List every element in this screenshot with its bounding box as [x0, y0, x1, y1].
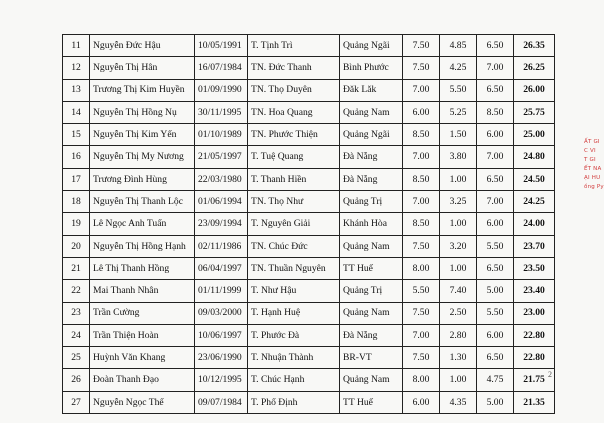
total-score-cell: 26.00: [514, 79, 555, 101]
row-number-cell: 19: [63, 213, 90, 235]
temple-name-cell: TN. Thọ Duyên: [248, 79, 340, 101]
score-3-cell: 6.50: [477, 168, 514, 190]
candidate-name-cell: Nguyễn Ngọc Thể: [90, 391, 195, 413]
temple-name-cell: T. Nguyên Giải: [248, 213, 340, 235]
date-of-birth-cell: 23/06/1990: [195, 347, 248, 369]
province-cell: Bình Phước: [340, 57, 403, 79]
score-3-cell: 5.50: [477, 302, 514, 324]
total-score-cell: 22.80: [514, 347, 555, 369]
score-1-cell: 5.50: [403, 280, 440, 302]
row-number-cell: 24: [63, 324, 90, 346]
row-number-cell: 20: [63, 235, 90, 257]
temple-name-cell: T. Hạnh Huệ: [248, 302, 340, 324]
row-number-cell: 26: [63, 369, 90, 391]
province-cell: Quảng Nam: [340, 302, 403, 324]
score-2-cell: 1.50: [440, 124, 477, 146]
province-cell: Quảng Trị: [340, 280, 403, 302]
candidate-name-cell: Huỳnh Văn Khang: [90, 347, 195, 369]
date-of-birth-cell: 30/11/1995: [195, 101, 248, 123]
score-1-cell: 6.00: [403, 101, 440, 123]
table-row: [63, 124, 555, 146]
score-2-cell: 3.80: [440, 146, 477, 168]
score-1-cell: 7.00: [403, 191, 440, 213]
total-score-cell: 21.35: [514, 391, 555, 413]
results-table: [62, 34, 555, 414]
row-number-cell: 27: [63, 391, 90, 413]
row-number-cell: 18: [63, 191, 90, 213]
score-3-cell: 5.00: [477, 280, 514, 302]
score-2-cell: 1.30: [440, 347, 477, 369]
score-3-cell: 6.00: [477, 324, 514, 346]
candidate-name-cell: Nguyễn Thị Thanh Lộc: [90, 191, 195, 213]
date-of-birth-cell: 09/03/2000: [195, 302, 248, 324]
province-cell: Quảng Nam: [340, 369, 403, 391]
total-score-cell: 24.00: [514, 213, 555, 235]
total-score-cell: 21.75: [514, 369, 555, 391]
total-score-cell: 25.75: [514, 101, 555, 123]
province-cell: Đà Nẵng: [340, 146, 403, 168]
score-1-cell: 7.50: [403, 235, 440, 257]
candidate-name-cell: Nguyễn Đức Hậu: [90, 35, 195, 57]
table-row: [63, 369, 555, 391]
score-2-cell: 3.25: [440, 191, 477, 213]
candidate-name-cell: Trần Cường: [90, 302, 195, 324]
candidate-name-cell: Lê Thị Thanh Hồng: [90, 257, 195, 279]
total-score-cell: 23.00: [514, 302, 555, 324]
score-1-cell: 7.50: [403, 347, 440, 369]
score-2-cell: 4.85: [440, 35, 477, 57]
table-row: [63, 302, 555, 324]
total-score-cell: 23.40: [514, 280, 555, 302]
red-stamp-fragment: [584, 138, 604, 208]
temple-name-cell: TN. Hoa Quang: [248, 101, 340, 123]
date-of-birth-cell: 01/10/1989: [195, 124, 248, 146]
score-3-cell: 6.00: [477, 124, 514, 146]
row-number-cell: 21: [63, 257, 90, 279]
score-3-cell: 6.50: [477, 35, 514, 57]
score-1-cell: 8.00: [403, 257, 440, 279]
temple-name-cell: TN. Thuần Nguyên: [248, 257, 340, 279]
candidate-name-cell: Trần Thiện Hoàn: [90, 324, 195, 346]
score-3-cell: 6.50: [477, 79, 514, 101]
candidate-name-cell: Trương Thị Kim Huyền: [90, 79, 195, 101]
score-3-cell: 7.00: [477, 146, 514, 168]
score-2-cell: 7.40: [440, 280, 477, 302]
score-2-cell: 1.00: [440, 168, 477, 190]
table-row: [63, 280, 555, 302]
table-row: [63, 235, 555, 257]
score-3-cell: 8.50: [477, 101, 514, 123]
table-row: [63, 213, 555, 235]
table-row: [63, 257, 555, 279]
row-number-cell: 11: [63, 35, 90, 57]
total-score-cell: 26.35: [514, 35, 555, 57]
total-score-cell: 24.50: [514, 168, 555, 190]
row-number-cell: 23: [63, 302, 90, 324]
total-score-cell: 23.70: [514, 235, 555, 257]
row-number-cell: 16: [63, 146, 90, 168]
candidate-name-cell: Đoàn Thanh Đạo: [90, 369, 195, 391]
score-2-cell: 5.25: [440, 101, 477, 123]
temple-name-cell: T. Tịnh Trì: [248, 35, 340, 57]
temple-name-cell: T. Tuệ Quang: [248, 146, 340, 168]
score-1-cell: 8.50: [403, 124, 440, 146]
score-3-cell: 6.50: [477, 257, 514, 279]
score-3-cell: 5.00: [477, 391, 514, 413]
stamp-text: ẠI HU: [584, 175, 601, 181]
score-1-cell: 8.50: [403, 168, 440, 190]
score-3-cell: 5.50: [477, 235, 514, 257]
total-score-cell: 25.00: [514, 124, 555, 146]
temple-name-cell: T. Phổ Định: [248, 391, 340, 413]
score-3-cell: 7.00: [477, 191, 514, 213]
province-cell: Đà Nẵng: [340, 168, 403, 190]
province-cell: BR-VT: [340, 347, 403, 369]
total-score-cell: 24.25: [514, 191, 555, 213]
page-number: 2: [548, 370, 552, 379]
temple-name-cell: T. Nhuận Thành: [248, 347, 340, 369]
candidate-name-cell: Mai Thanh Nhân: [90, 280, 195, 302]
score-1-cell: 7.50: [403, 57, 440, 79]
candidate-name-cell: Nguyễn Thị My Nương: [90, 146, 195, 168]
score-2-cell: 3.20: [440, 235, 477, 257]
score-1-cell: 8.50: [403, 213, 440, 235]
score-3-cell: 6.50: [477, 347, 514, 369]
score-1-cell: 7.00: [403, 146, 440, 168]
total-score-cell: 26.25: [514, 57, 555, 79]
date-of-birth-cell: 21/05/1997: [195, 146, 248, 168]
date-of-birth-cell: 10/12/1995: [195, 369, 248, 391]
stamp-text: ẾT NA: [584, 166, 602, 172]
stamp-text: T GI: [584, 157, 596, 163]
candidate-name-cell: Nguyễn Thị Kim Yến: [90, 124, 195, 146]
score-2-cell: 5.50: [440, 79, 477, 101]
table-row: [63, 347, 555, 369]
candidate-name-cell: Nguyễn Thị Hân: [90, 57, 195, 79]
table-row: [63, 324, 555, 346]
province-cell: Quảng Ngãi: [340, 124, 403, 146]
temple-name-cell: T. Chúc Hạnh: [248, 369, 340, 391]
score-2-cell: 1.00: [440, 369, 477, 391]
score-1-cell: 7.00: [403, 324, 440, 346]
candidate-name-cell: Lê Ngọc Anh Tuấn: [90, 213, 195, 235]
date-of-birth-cell: 22/03/1980: [195, 168, 248, 190]
score-1-cell: 7.50: [403, 35, 440, 57]
total-score-cell: 23.50: [514, 257, 555, 279]
row-number-cell: 22: [63, 280, 90, 302]
total-score-cell: 22.80: [514, 324, 555, 346]
temple-name-cell: TN. Đức Thanh: [248, 57, 340, 79]
temple-name-cell: T. Như Hậu: [248, 280, 340, 302]
province-cell: Quảng Trị: [340, 191, 403, 213]
date-of-birth-cell: 01/09/1990: [195, 79, 248, 101]
candidate-name-cell: Trương Đình Hùng: [90, 168, 195, 190]
date-of-birth-cell: 23/09/1994: [195, 213, 248, 235]
row-number-cell: 17: [63, 168, 90, 190]
table-row: [63, 191, 555, 213]
temple-name-cell: TN. Chúc Đức: [248, 235, 340, 257]
date-of-birth-cell: 09/07/1984: [195, 391, 248, 413]
stamp-text: ẤT GI: [584, 139, 600, 145]
table-row: [63, 101, 555, 123]
score-2-cell: 4.25: [440, 57, 477, 79]
results-table-body: [63, 35, 555, 414]
province-cell: TT Huế: [340, 391, 403, 413]
date-of-birth-cell: 06/04/1997: [195, 257, 248, 279]
score-1-cell: 8.00: [403, 369, 440, 391]
date-of-birth-cell: 02/11/1986: [195, 235, 248, 257]
temple-name-cell: TN. Phước Thiện: [248, 124, 340, 146]
score-3-cell: 4.75: [477, 369, 514, 391]
candidate-name-cell: Nguyễn Thị Hồng Nụ: [90, 101, 195, 123]
row-number-cell: 15: [63, 124, 90, 146]
province-cell: Quảng Nam: [340, 235, 403, 257]
score-2-cell: 1.00: [440, 213, 477, 235]
date-of-birth-cell: 10/06/1997: [195, 324, 248, 346]
province-cell: Đà Nẵng: [340, 324, 403, 346]
table-row: [63, 168, 555, 190]
score-1-cell: 7.00: [403, 79, 440, 101]
date-of-birth-cell: 10/05/1991: [195, 35, 248, 57]
stamp-text: ồng Py: [584, 184, 604, 190]
row-number-cell: 25: [63, 347, 90, 369]
stamp-text: C VI: [584, 148, 596, 154]
province-cell: Quảng Nam: [340, 101, 403, 123]
table-row: [63, 146, 555, 168]
date-of-birth-cell: 01/06/1994: [195, 191, 248, 213]
score-1-cell: 6.00: [403, 391, 440, 413]
temple-name-cell: T. Thanh Hiền: [248, 168, 340, 190]
row-number-cell: 13: [63, 79, 90, 101]
score-3-cell: 7.00: [477, 57, 514, 79]
table-row: [63, 57, 555, 79]
province-cell: Đăk Lăk: [340, 79, 403, 101]
table-row: [63, 79, 555, 101]
province-cell: TT Huế: [340, 257, 403, 279]
temple-name-cell: TN. Thọ Như: [248, 191, 340, 213]
table-row: [63, 391, 555, 413]
score-2-cell: 1.00: [440, 257, 477, 279]
temple-name-cell: T. Phước Đà: [248, 324, 340, 346]
candidate-name-cell: Nguyễn Thị Hồng Hạnh: [90, 235, 195, 257]
province-cell: Khánh Hòa: [340, 213, 403, 235]
score-3-cell: 6.00: [477, 213, 514, 235]
row-number-cell: 14: [63, 101, 90, 123]
score-2-cell: 4.35: [440, 391, 477, 413]
date-of-birth-cell: 01/11/1999: [195, 280, 248, 302]
date-of-birth-cell: 16/07/1984: [195, 57, 248, 79]
total-score-cell: 24.80: [514, 146, 555, 168]
score-2-cell: 2.50: [440, 302, 477, 324]
row-number-cell: 12: [63, 57, 90, 79]
table-row: [63, 35, 555, 57]
province-cell: Quảng Ngãi: [340, 35, 403, 57]
score-1-cell: 7.50: [403, 302, 440, 324]
score-2-cell: 2.80: [440, 324, 477, 346]
